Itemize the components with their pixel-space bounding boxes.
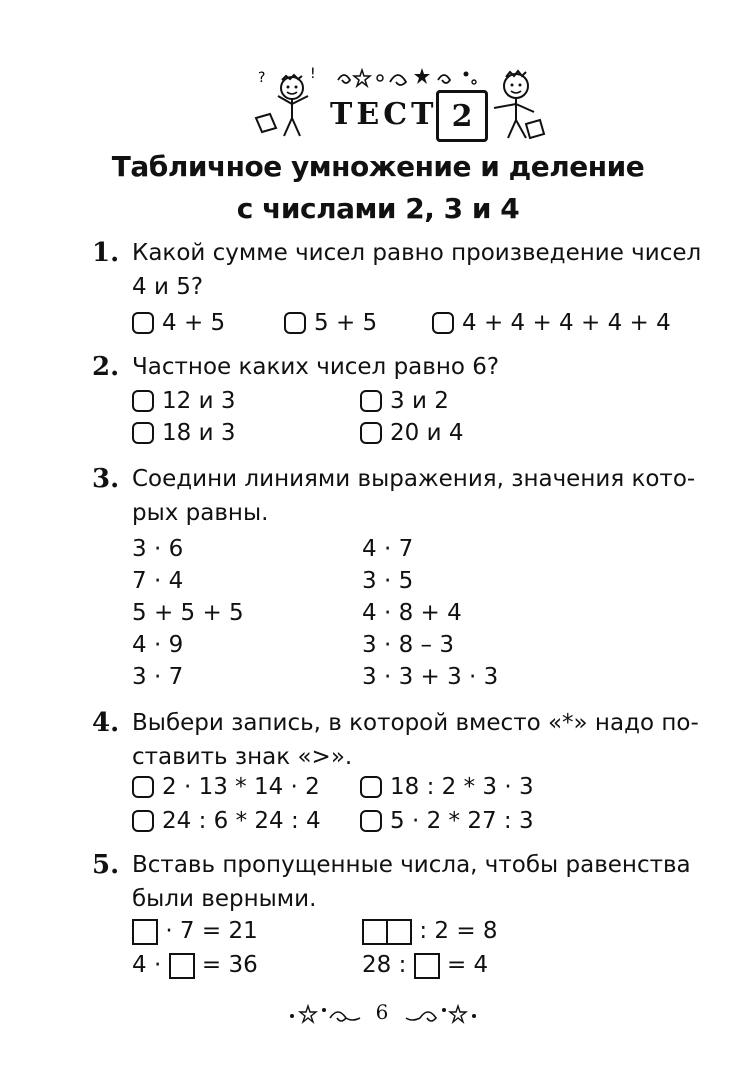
question-1-text-line-1: Какой сумме чисел равно произведение чисел: [132, 240, 702, 266]
blank-box[interactable]: [169, 953, 195, 979]
question-5-text-line-2: были верными.: [132, 886, 317, 912]
page-number: 6: [375, 1000, 389, 1024]
checkbox[interactable]: [360, 810, 382, 832]
option-label: 24 : 6 * 24 : 4: [162, 808, 321, 834]
question-3-text-line-2: рых равны.: [132, 500, 269, 526]
question-1-option-2[interactable]: [284, 310, 377, 336]
question-1-number: 1.: [92, 238, 120, 268]
question-2-option-1[interactable]: [132, 388, 235, 414]
question-4-option-3[interactable]: [132, 808, 321, 834]
option-label: 18 : 2 * 3 · 3: [390, 774, 534, 800]
left-expression-1: 3 · 6: [132, 536, 184, 562]
blank-box-tens[interactable]: [362, 919, 388, 945]
equation-4-head: 28 :: [362, 952, 407, 978]
stars-swirls-doodle: [330, 64, 480, 90]
equation-1-tail: · 7 = 21: [165, 918, 258, 944]
blank-box[interactable]: [414, 953, 440, 979]
equation-3-head: 4 ·: [132, 952, 162, 978]
question-4-number: 4.: [92, 708, 120, 738]
checkbox[interactable]: [132, 810, 154, 832]
test-banner: [318, 88, 494, 140]
checkbox[interactable]: [360, 390, 382, 412]
equation-3-tail: = 36: [201, 952, 258, 978]
question-4-option-4[interactable]: [360, 808, 534, 834]
checkbox[interactable]: [360, 422, 382, 444]
equation-4-tail: = 4: [446, 952, 489, 978]
test-number-box: [436, 90, 488, 142]
option-label: 3 и 2: [390, 388, 449, 414]
blank-box[interactable]: [132, 919, 158, 945]
checkbox[interactable]: [132, 390, 154, 412]
test-label: ТЕСТ: [330, 96, 438, 132]
equation-2: [362, 918, 498, 945]
option-label: 4 + 4 + 4 + 4 + 4: [462, 310, 671, 336]
question-3-number: 3.: [92, 464, 120, 494]
equation-2-tail: : 2 = 8: [419, 918, 498, 944]
left-expression-2: 7 · 4: [132, 568, 184, 594]
question-1-text-line-2: 4 и 5?: [132, 274, 204, 300]
question-3-text-line-1: Соедини линиями выражения, значения кото-: [132, 466, 696, 492]
footer: [0, 1000, 756, 1030]
right-expression-1: 4 · 7: [362, 536, 414, 562]
question-2-option-2[interactable]: [360, 388, 449, 414]
question-2-option-4[interactable]: [360, 420, 463, 446]
question-4-option-1[interactable]: [132, 774, 320, 800]
left-expression-3: 5 + 5 + 5: [132, 600, 244, 626]
option-label: 5 + 5: [314, 310, 378, 336]
option-label: 5 · 2 * 27 : 3: [390, 808, 534, 834]
option-label: 4 + 5: [162, 310, 226, 336]
page-title-line-2: с числами 2, 3 и 4: [236, 192, 520, 225]
question-2-text: Частное каких чисел равно 6?: [132, 354, 500, 380]
equation-3: [132, 952, 258, 979]
question-2-number: 2.: [92, 352, 120, 382]
checkbox[interactable]: [132, 312, 154, 334]
left-expression-5: 3 · 7: [132, 664, 184, 690]
svg-text:!: !: [310, 66, 316, 82]
option-label: 18 и 3: [162, 420, 236, 446]
question-4-option-2[interactable]: [360, 774, 534, 800]
page-title-line-1: Табличное умножение и деление: [111, 150, 645, 183]
boy-with-book-doodle: [250, 66, 320, 144]
test-number: 2: [451, 98, 473, 134]
checkbox[interactable]: [284, 312, 306, 334]
option-label: 20 и 4: [390, 420, 464, 446]
question-4-text-line-1: Выбери запись, в которой вместо «*» надо по-: [132, 710, 699, 736]
option-label: 12 и 3: [162, 388, 236, 414]
checkbox[interactable]: [432, 312, 454, 334]
right-ornament-icon: [400, 1002, 480, 1026]
question-5-number: 5.: [92, 850, 120, 880]
blank-box-units[interactable]: [386, 919, 412, 945]
left-ornament-icon: [286, 1002, 366, 1026]
question-1-option-3[interactable]: [432, 310, 671, 336]
equation-1: [132, 918, 258, 945]
checkbox[interactable]: [132, 422, 154, 444]
question-2-option-3[interactable]: [132, 420, 235, 446]
option-label: 2 · 13 * 14 · 2: [162, 774, 320, 800]
equation-4: [362, 952, 488, 979]
right-expression-4: 3 · 8 – 3: [362, 632, 454, 658]
checkbox[interactable]: [360, 776, 382, 798]
left-expression-4: 4 · 9: [132, 632, 184, 658]
question-4-text-line-2: ставить знак «>».: [132, 744, 353, 770]
question-5-text-line-1: Вставь пропущенные числа, чтобы равенства: [132, 852, 691, 878]
right-expression-2: 3 · 5: [362, 568, 414, 594]
svg-text:?: ?: [258, 70, 266, 86]
right-expression-5: 3 · 3 + 3 · 3: [362, 664, 499, 690]
question-1-option-1[interactable]: [132, 310, 225, 336]
checkbox[interactable]: [132, 776, 154, 798]
right-expression-3: 4 · 8 + 4: [362, 600, 462, 626]
